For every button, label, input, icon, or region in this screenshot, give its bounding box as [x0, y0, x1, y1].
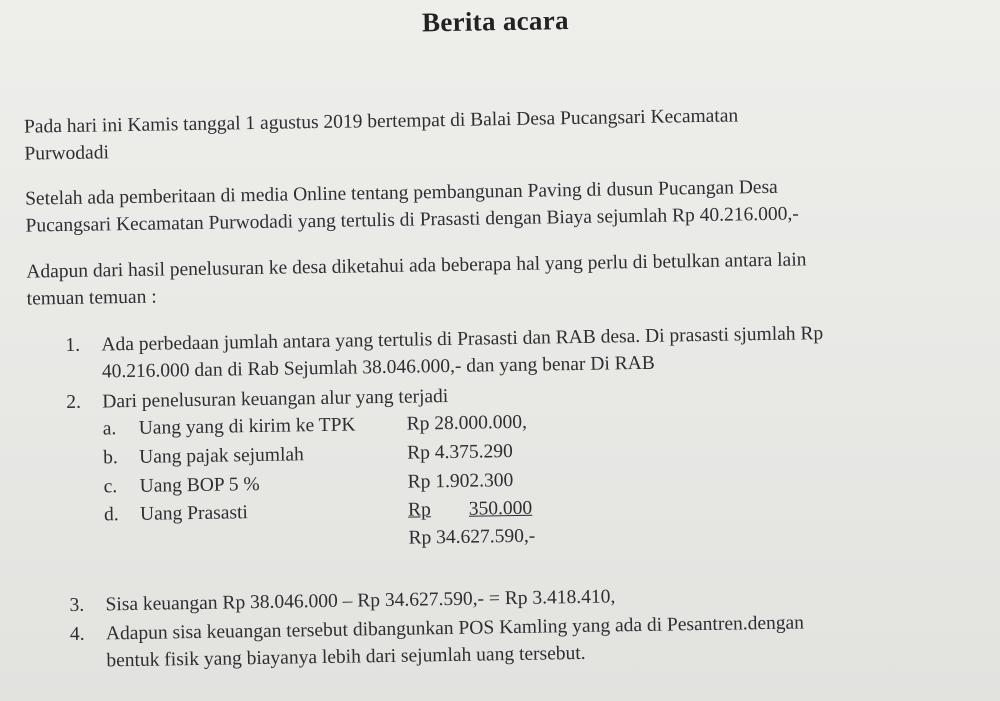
- subitem-a-letter: a.: [102, 418, 117, 440]
- subitems-total: Rp 34.627.590,-: [408, 525, 536, 549]
- paragraph-3-line-1: Adapun dari hasil penelusuran ke desa diketahui ada beberapa hal yang perlu di betulkan antara lain: [26, 249, 807, 283]
- subitem-c-label: Uang BOP 5 %: [139, 473, 260, 497]
- subitem-d-amount: [408, 498, 532, 522]
- item-2-line-1: Dari penelusuran keuangan alur yang terjadi: [102, 386, 449, 413]
- item-2-number: 2.: [66, 391, 82, 414]
- subitem-a-label: Uang yang di kirim ke TPK: [138, 414, 356, 439]
- item-4-number: 4.: [69, 623, 85, 645]
- item-3-number: 3.: [69, 594, 85, 616]
- item-1-line-2: 40.216.000 dan di Rab Sejumlah 38.046.000,- dan yang benar Di RAB: [101, 352, 655, 383]
- subitem-a-amount: Rp 28.000.000,: [406, 411, 528, 435]
- subitem-b-amount: Rp 4.375.290: [407, 441, 513, 464]
- subitem-d-label: Uang Prasasti: [139, 502, 249, 525]
- subitem-b-label: Uang pajak sejumlah: [139, 444, 304, 468]
- document-title: Berita acara: [421, 5, 570, 38]
- item-1-line-1: Ada perbedaan jumlah antara yang tertulis di Prasasti dan RAB desa. Di prasasti sjumlah Rp: [101, 323, 824, 356]
- subitem-c-amount: Rp 1.902.300: [407, 469, 514, 493]
- intro-line-2: Purwodadi: [24, 142, 110, 165]
- item-3-line-1: Sisa keuangan Rp 38.046.000 – Rp 34.627.590,- = Rp 3.418.410,: [105, 586, 616, 616]
- paragraph-2-line-2: Pucangsari Kecamatan Purwodadi yang tertulis di Prasasti dengan Biaya sejumlah Rp 40.216.000,-: [25, 203, 799, 237]
- item-4-line-1: Adapun sisa keuangan tersebut dibangunkan POS Kamling yang ada di Pesantren.dengan: [105, 612, 805, 645]
- subitem-d-currency: Rp: [407, 499, 431, 521]
- paragraph-2-line-1: Setelah ada pemberitaan di media Online tentang pembangunan Paving di dusun Pucangan Desa: [24, 176, 778, 210]
- subitem-d-value: 350.000: [468, 497, 533, 520]
- intro-line-1: Pada hari ini Kamis tanggal 1 agustus 2019 bertempat di Balai Desa Pucangsari Kecamatan: [23, 105, 739, 138]
- subitem-b-letter: b.: [103, 447, 118, 469]
- subitem-c-letter: c.: [103, 476, 118, 498]
- paragraph-3-line-2: temuan temuan :: [26, 286, 157, 310]
- item-1-number: 1.: [65, 334, 81, 357]
- subitem-d-letter: d.: [103, 504, 119, 526]
- item-4-line-2: bentuk fisik yang biayanya lebih dari sejumlah uang tersebut.: [106, 642, 586, 672]
